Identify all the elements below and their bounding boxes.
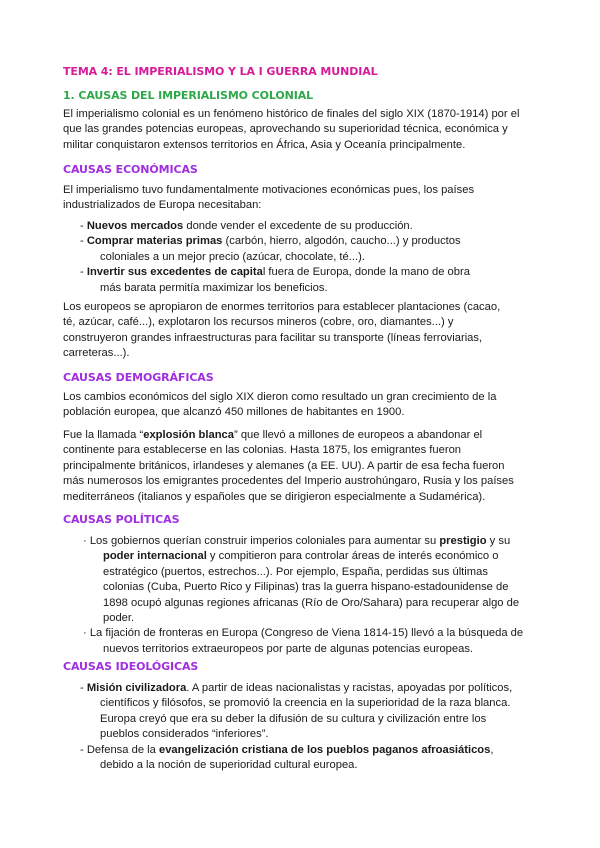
text-run: y su [486, 535, 511, 547]
text-line: El imperialismo tuvo fundamentalmente motivaciones económicas pues, los países [63, 184, 475, 196]
text-line [83, 549, 541, 564]
bold-term: Comprar materias primas [86, 235, 223, 248]
text-line: carreteras...). [63, 347, 130, 360]
text-line: industrializados de Europa necesitaban: [63, 199, 262, 212]
economicas-list [80, 219, 540, 296]
item-continuation: Europa creyó que era su deber la difusión de su cultura y civilización entre los [100, 712, 487, 725]
bold-term: poder internacional [103, 550, 207, 563]
item-text: (carbón, hierro, algodón, caucho...) y productos [222, 235, 461, 248]
list-dash: - [80, 220, 87, 232]
text-line: población europea, que alcanzó 450 millones de habitantes en 1900. [63, 406, 405, 419]
text-line: continente para establecerse en las colonias. Hasta 1875, los emigrantes fueron [63, 444, 462, 457]
demograficas-paragraph-1 [63, 390, 533, 421]
list-item [80, 681, 540, 743]
list-item [80, 234, 540, 265]
text-line: principalmente británicos, irlandeses y alemanes (a EE. UU). A partir de esa fecha fueron [63, 459, 505, 472]
intro-paragraph [63, 107, 533, 153]
text-line: El imperialismo colonial es un fenómeno histórico de finales del siglo XIX (1870-1914) por el [63, 108, 520, 120]
text-line [63, 428, 533, 443]
section-heading-causas-imperialismo: 1. CAUSAS DEL IMPERIALISMO COLONIAL [63, 89, 314, 102]
item-continuation: debido a la noción de superioridad cultural europea. [100, 759, 358, 772]
demograficas-paragraph-2 [63, 428, 533, 505]
list-dash: - [80, 235, 87, 248]
item-continuation: científicos y filósofos, se promovió la creencia en la superioridad de la raza blanca. [100, 697, 511, 710]
text-line: construyeron grandes infraestructuras para facilitar su transporte (líneas ferroviarias, [63, 331, 483, 344]
text-line: que las grandes potencias europeas, aprovechando su superioridad técnica, económica y [63, 123, 508, 136]
item-text: . A partir de ideas nacionalistas y racistas, apoyadas por políticos, [186, 682, 513, 694]
heading-causas-politicas: CAUSAS POLÍTICAS [63, 513, 180, 526]
text-run: ” que llevó a millones de europeos a abandonar el [234, 429, 483, 441]
list-item [83, 626, 541, 657]
item-continuation: más barata permitía maximizar los beneficios. [100, 281, 328, 294]
list-item [80, 219, 540, 234]
item-text: , [490, 743, 494, 756]
text-line: mediterráneos (italianos y españoles que se dirigieron especialmente a Sudamérica). [63, 490, 486, 503]
bold-term: Misión civilizadora [86, 682, 187, 694]
list-item [80, 265, 540, 296]
bold-term: evangelización cristiana de los pueblos paganos afroasiáticos [158, 743, 491, 756]
ideologicas-list [80, 681, 540, 773]
text-line: Los cambios económicos del siglo XIX dieron como resultado un gran crecimiento de la [63, 391, 497, 403]
item-continuation: coloniales a un mejor precio (azúcar, chocolate, té...). [100, 250, 365, 263]
bold-term: prestigio [439, 535, 487, 547]
text-run: · Los gobiernos querían construir imperios coloniales para aumentar su [83, 535, 440, 547]
list-dash: - [80, 682, 87, 694]
bold-term: Nuevos mercados [86, 220, 184, 232]
text-line: colonias (Cuba, Puerto Rico y Filipinas) tras la guerra hispano-estadounidense de [103, 581, 509, 594]
text-run: Fue la llamada “ [63, 429, 144, 441]
text-line: poder. [103, 612, 135, 625]
text-line: Los europeos se apropiaron de enormes territorios para establecer plantaciones (cacao, [63, 301, 501, 313]
text-line: estratégico (puertos, estrechos...). Por ejemplo, España, perdidas sus últimas [103, 565, 488, 578]
politicas-list [83, 534, 541, 657]
text-line: té, azúcar, café...), explotaron los recursos mineros (cobre, oro, diamantes...) y [63, 316, 454, 329]
text-line: 1898 ocupó algunas regiones africanas (Río de Oro/Sahara) para recuperar algo de [103, 596, 520, 609]
list-item [80, 743, 540, 774]
economicas-outro [63, 300, 533, 362]
bold-term: Invertir sus excedentes de capita [86, 266, 263, 279]
text-line [83, 534, 541, 549]
list-dash: - [80, 266, 87, 279]
text-line: · La fijación de fronteras en Europa (Congreso de Viena 1814-15) llevó a la búsqueda de [83, 627, 524, 640]
item-text: donde vender el excedente de su producción. [183, 220, 413, 232]
item-continuation: pueblos considerados “inferiores”. [100, 728, 269, 741]
item-text: l fuera de Europa, donde la mano de obra [262, 266, 470, 279]
bold-term: explosión blanca [143, 429, 234, 441]
text-run: y compitieron para controlar áreas de interés económico o [206, 550, 499, 563]
text-line: nuevos territorios extraeuropeos por parte de algunas potencias europeas. [103, 642, 474, 655]
document-title: TEMA 4: EL IMPERIALISMO Y LA I GUERRA MUNDIAL [63, 65, 378, 78]
heading-causas-demograficas: CAUSAS DEMOGRÁFICAS [63, 371, 214, 384]
heading-causas-ideologicas: CAUSAS IDEOLÓGICAS [63, 660, 199, 673]
text-line: militar conquistaron extensos territorios en África, Asia y Oceanía principalmente. [63, 138, 466, 151]
list-item [83, 534, 541, 626]
economicas-intro [63, 183, 533, 214]
item-text: - Defensa de la [80, 743, 159, 756]
text-line: más numerosos los emigrantes procedentes del Imperio austrohúngaro, Rusia y los países [63, 475, 514, 488]
heading-causas-economicas: CAUSAS ECONÓMICAS [63, 163, 198, 176]
